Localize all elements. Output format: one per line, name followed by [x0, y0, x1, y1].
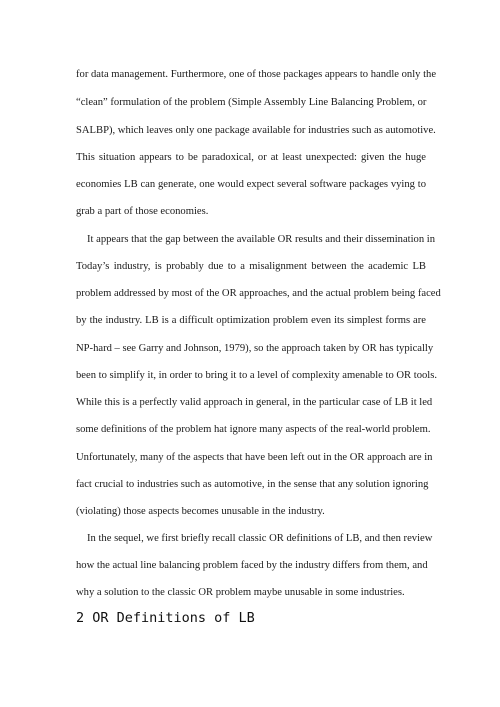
paragraph-1-line-2: “clean” formulation of the problem (Simple Assembly Line Balancing Problem, or	[76, 97, 427, 108]
paragraph-3-line-2: how the actual line balancing problem faced by the industry differs from them, and	[76, 560, 428, 571]
paragraph-2-line-7: While this is a perfectly valid approach in general, in the particular case of LB it led	[76, 397, 433, 408]
paragraph-1-line-6: grab a part of those economies.	[76, 206, 209, 217]
paragraph-2-line-6: been to simplify it, in order to bring it to a level of complexity amenable to OR tools.	[76, 370, 437, 381]
paragraph-2-line-1: It appears that the gap between the available OR results and their dissemination in	[87, 234, 436, 245]
paragraph-1-line-5: economies LB can generate, one would expect several software packages vying to	[76, 179, 426, 190]
paragraph-2-line-11: (violating) those aspects becomes unusable in the industry.	[76, 506, 325, 517]
paragraph-1-line-1: for data management. Furthermore, one of those packages appears to handle only the	[76, 69, 437, 80]
paragraph-1-line-4: This situation appears to be paradoxical, or at least unexpected: given the huge	[76, 152, 426, 163]
paragraph-1-line-3: SALBP), which leaves only one package available for industries such as automotive.	[76, 125, 436, 136]
paragraph-2-line-2: Today’s industry, is probably due to a misalignment between the academic LB	[76, 261, 426, 272]
paragraph-2-line-3: problem addressed by most of the OR approaches, and the actual problem being faced	[76, 288, 441, 299]
paragraph-2-line-9: Unfortunately, many of the aspects that have been left out in the OR approach are in	[76, 452, 433, 463]
paragraph-2-line-8: some definitions of the problem hat ignore many aspects of the real-world problem.	[76, 424, 431, 435]
paragraph-2-line-10: fact crucial to industries such as automotive, in the sense that any solution ignoring	[76, 479, 429, 490]
section-heading: 2 OR Definitions of LB	[76, 610, 255, 626]
paragraph-2-line-4: by the industry. LB is a difficult optimization problem even its simplest forms are	[76, 315, 426, 326]
paragraph-3-line-1: In the sequel, we first briefly recall classic OR definitions of LB, and then review	[87, 533, 433, 544]
paragraph-3-line-3: why a solution to the classic OR problem maybe unusable in some industries.	[76, 587, 405, 598]
paragraph-2-line-5: NP-hard – see Garry and Johnson, 1979), so the approach taken by OR has typically	[76, 343, 434, 354]
